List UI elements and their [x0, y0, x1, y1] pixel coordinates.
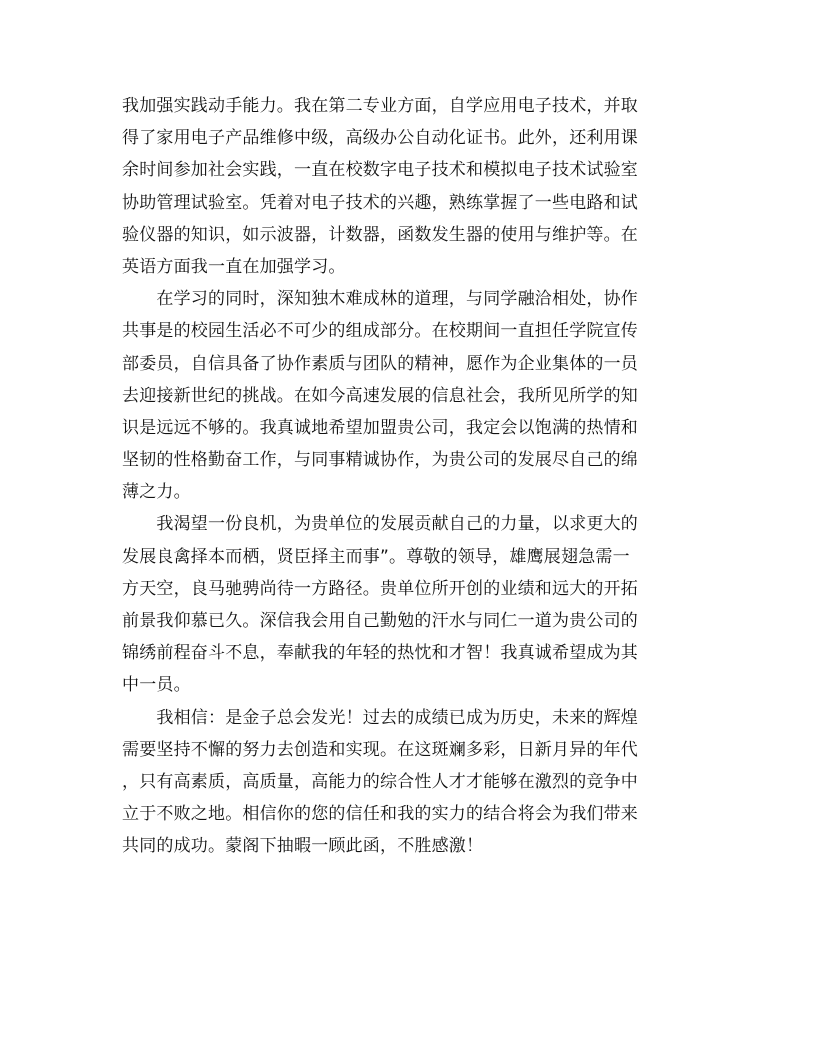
text-line: 得了家用电子产品维修中级，高级办公自动化证书。此外，还利用课 — [122, 128, 638, 149]
text-line: 坚韧的性格勤奋工作，与同事精诚协作，为贵公司的发展尽自己的绵 — [122, 450, 638, 471]
text-line: 验仪器的知识，如示波器，计数器，函数发生器的使用与维护等。在 — [122, 224, 638, 245]
text-line: 中一员。 — [122, 675, 191, 696]
paragraph-closing — [122, 702, 696, 863]
paragraph-practice-skills — [122, 90, 696, 283]
text-line: 在学习的同时，深知独木难成林的道理，与同学融洽相处，协作 — [122, 289, 638, 310]
text-line: 部委员，自信具备了协作素质与团队的精神，愿作为企业集体的一员 — [122, 353, 638, 374]
document-body — [122, 90, 696, 863]
text-line: 方天空，良马驰骋尚待一方路径。贵单位所开创的业绩和远大的开拓 — [122, 578, 638, 599]
text-line: 共同的成功。蒙阁下抽暇一顾此函，不胜感激！ — [122, 836, 484, 857]
text-line: 立于不败之地。相信你的您的信任和我的实力的结合将会为我们带来 — [122, 804, 638, 825]
text-line: 共事是的校园生活必不可少的组成部分。在校期间一直担任学院宣传 — [122, 321, 638, 342]
text-line: 余时间参加社会实践，一直在校数字电子技术和模拟电子技术试验室 — [122, 160, 638, 181]
text-line: 需要坚持不懈的努力去创造和实现。在这斑斓多彩，日新月异的年代 — [122, 739, 638, 760]
paragraph-teamwork — [122, 283, 696, 508]
text-line: 我加强实践动手能力。我在第二专业方面，自学应用电子技术，并取 — [122, 96, 638, 116]
text-line: 识是远远不够的。我真诚地希望加盟贵公司，我定会以饱满的热情和 — [122, 417, 638, 438]
paragraph-opportunity — [122, 508, 696, 701]
text-line: 英语方面我一直在加强学习。 — [122, 256, 346, 277]
text-line: 我渴望一份良机，为贵单位的发展贡献自己的力量，以求更大的 — [122, 514, 638, 535]
text-line: 薄之力。 — [122, 482, 191, 503]
text-line: 锦绣前程奋斗不息，奉献我的年轻的热忱和才智！我真诚希望成为其 — [122, 643, 638, 664]
text-line: 我相信：是金子总会发光！过去的成绩已成为历史，未来的辉煌 — [122, 707, 638, 728]
text-line: 发展良禽择本而栖，贤臣择主而事”。尊敬的领导，雄鹰展翅急需一 — [122, 546, 630, 567]
text-line: 去迎接新世纪的挑战。在如今高速发展的信息社会，我所见所学的知 — [122, 385, 638, 406]
text-line: ，只有高素质，高质量，高能力的综合性人才才能够在激烈的竞争中 — [122, 771, 638, 792]
text-line: 协助管理试验室。凭着对电子技术的兴趣，熟练掌握了一些电路和试 — [122, 192, 638, 213]
text-line: 前景我仰慕已久。深信我会用自己勤勉的汗水与同仁一道为贵公司的 — [122, 611, 638, 631]
